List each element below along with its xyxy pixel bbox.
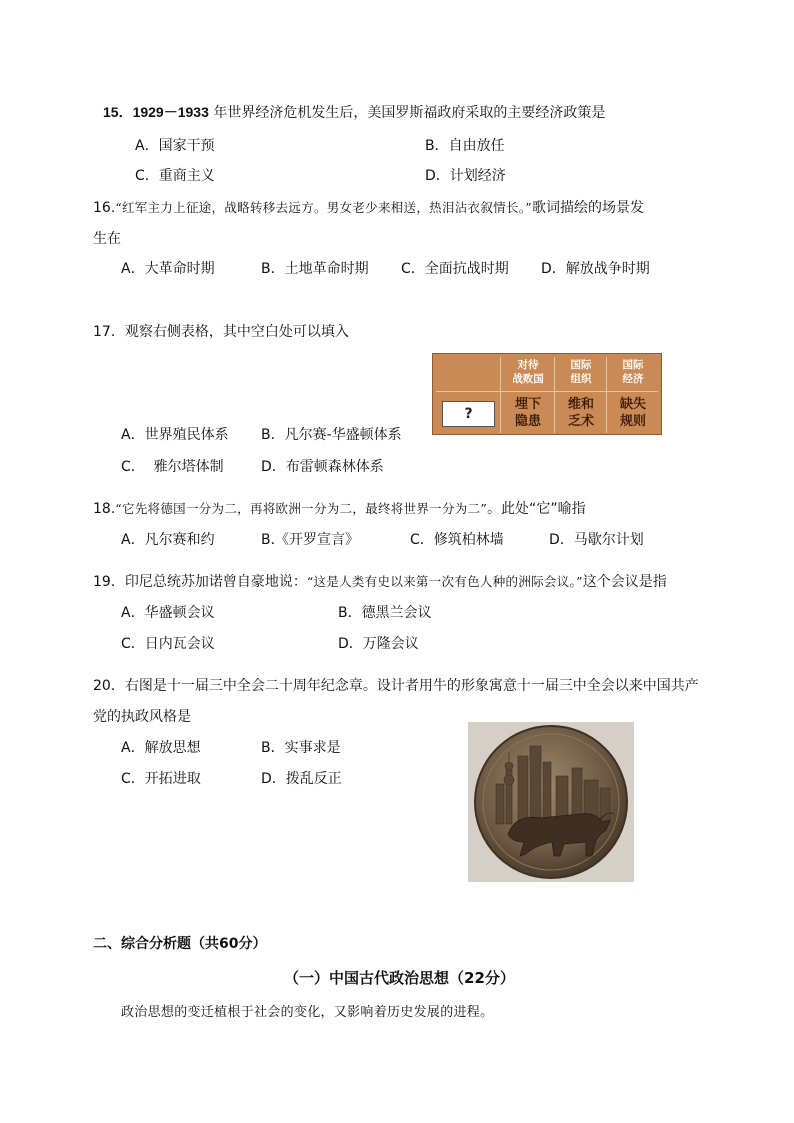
- q18-option-a[interactable]: A．凡尔赛和约: [121, 532, 215, 548]
- q15-option-c[interactable]: C．重商主义: [135, 168, 215, 184]
- q15-option-b[interactable]: B．自由放任: [425, 138, 505, 154]
- table-header-1: 对待 战败国: [512, 359, 544, 385]
- q16-number: 16.: [93, 200, 116, 216]
- q18-text-after: 。此处“它”喻指: [487, 501, 586, 517]
- section-intro: 政治思想的变迁植根于社会的变化，又影响着历史发展的进程。: [121, 1005, 494, 1020]
- q20-stem-line2: 党的执政风格是: [93, 709, 191, 725]
- table-header-3: 国际 经济: [622, 359, 644, 385]
- q16-quote: “红军主力上征途，战略转移去远方。男女老少来相送，热泪沾衣叙情长。”: [115, 200, 532, 215]
- q15-option-d[interactable]: D．计划经济: [425, 168, 506, 184]
- q19-option-b[interactable]: B．德黑兰会议: [338, 605, 432, 621]
- q19-quote: “这是人类有史以来第一次有色人种的洲际会议。”: [306, 574, 583, 589]
- q17-option-d[interactable]: D．布雷顿森林体系: [261, 459, 384, 475]
- table-cell-3: 缺失 规则: [619, 397, 646, 429]
- section-title: 二、综合分析题（共60分）: [93, 936, 267, 952]
- q16-option-c[interactable]: C．全面抗战时期: [401, 261, 509, 277]
- q17-option-c[interactable]: C． 雅尔塔体制: [121, 459, 224, 475]
- commemorative-medal-image: [468, 722, 634, 882]
- table-cell-2: 维和 乏术: [567, 397, 594, 429]
- q19-option-a[interactable]: A．华盛顿会议: [121, 605, 215, 621]
- q17-stem: 17．观察右侧表格，其中空白处可以填入: [93, 324, 349, 340]
- q17-option-b[interactable]: B．凡尔赛-华盛顿体系: [261, 427, 402, 443]
- q18-option-b[interactable]: B.《开罗宣言》: [261, 532, 360, 548]
- table-blank-cell: ?: [442, 401, 495, 427]
- q18-option-c[interactable]: C．修筑柏林墙: [410, 532, 504, 548]
- q19-option-d[interactable]: D．万隆会议: [338, 636, 419, 652]
- q17-option-a[interactable]: A．世界殖民体系: [121, 427, 229, 443]
- q15-years: 1929－1933: [132, 104, 209, 120]
- q15-option-a[interactable]: A．国家干预: [135, 138, 215, 154]
- q16-option-b[interactable]: B．土地革命时期: [261, 261, 369, 277]
- q19-text-before: 19．印尼总统苏加诺曾自豪地说：: [93, 574, 307, 590]
- q20-option-c[interactable]: C．开拓进取: [121, 771, 201, 787]
- table-header-2: 国际 组织: [570, 359, 592, 385]
- q19-text-after: 这个会议是指: [582, 574, 667, 590]
- q19-stem: [93, 571, 667, 591]
- q20-option-a[interactable]: A．解放思想: [121, 740, 201, 756]
- q16-option-d[interactable]: D．解放战争时期: [541, 261, 650, 277]
- q16-stem-line2: 生在: [93, 231, 121, 247]
- q19-option-c[interactable]: C．日内瓦会议: [121, 636, 215, 652]
- q18-option-d[interactable]: D．马歇尔计划: [549, 532, 644, 548]
- q18-stem: [93, 498, 586, 518]
- q20-option-b[interactable]: B．实事求是: [261, 740, 341, 756]
- q15-number: 15．: [103, 104, 133, 120]
- q15-stem: [103, 102, 605, 122]
- q16-text-after: 歌词描绘的场景发: [532, 200, 644, 216]
- q18-number: 18.: [93, 501, 116, 517]
- q16-option-a[interactable]: A．大革命时期: [121, 261, 215, 277]
- q20-option-d[interactable]: D．拨乱反正: [261, 771, 342, 787]
- q20-stem-line1: 20．右图是十一届三中全会二十周年纪念章。设计者用牛的形象寓意十一届三中全会以来中国共产: [93, 678, 699, 694]
- table-cell-1: 埋下 隐患: [514, 397, 541, 429]
- q17-table-image: [432, 353, 662, 435]
- q18-quote: “它先将德国一分为二，再将欧洲一分为二，最终将世界一分为二”: [115, 501, 488, 516]
- q15-text: 年世界经济危机发生后，美国罗斯福政府采取的主要经济政策是: [208, 105, 606, 121]
- q16-stem: [93, 197, 644, 217]
- section-subtitle: （一）中国古代政治思想（22分）: [284, 969, 515, 987]
